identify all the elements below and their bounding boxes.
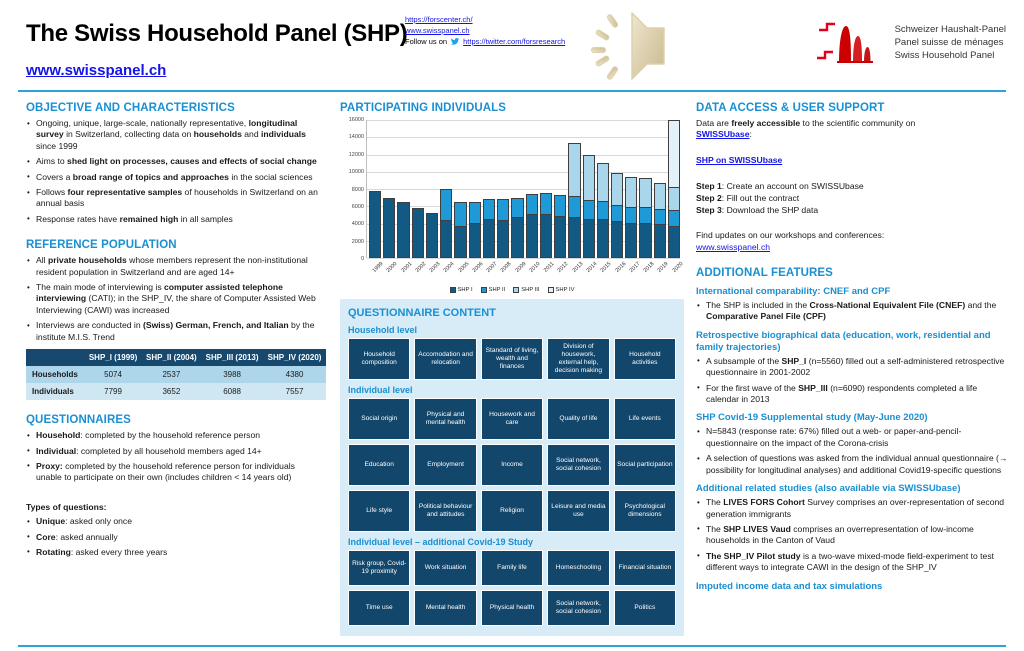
chart-x-tick-label: 2015: [599, 261, 613, 274]
types-of-questions-heading: Types of questions:: [26, 501, 107, 512]
questionnaire-topic-box: Physical health: [481, 590, 543, 626]
list-item: • Household: completed by the household reference person: [26, 430, 322, 441]
chart-bar-segment: [654, 224, 666, 258]
chart-y-tick-label: 16000: [348, 117, 364, 123]
chart-bar-segment: [440, 189, 452, 220]
twitter-link[interactable]: https://twitter.com/forsresearch: [463, 37, 566, 46]
additional-features-heading: ADDITIONAL FEATURES: [696, 267, 833, 280]
chart-bar-segment: [625, 207, 637, 223]
chart-bar-segment: [568, 217, 580, 258]
chart-x-tick-label: 2013: [571, 261, 585, 274]
table-cell: 7557: [263, 383, 326, 400]
questionnaires-list: [26, 430, 322, 484]
list-item: • Individual: completed by all household members aged 14+: [26, 446, 322, 457]
questionnaire-box-row: [348, 550, 676, 586]
chart-legend-label: SHP III: [521, 287, 540, 293]
retrospective-subheading: Retrospective biographical data (education, work, residential and family trajectories): [696, 329, 991, 353]
chart-bar-segment: [426, 213, 438, 258]
chart-legend-item: [513, 287, 539, 293]
chart-bar-segment: [554, 195, 566, 216]
chart-bar: [511, 120, 523, 258]
chart-legend-swatch: [548, 287, 554, 293]
chart-y-tick-label: 14000: [348, 134, 364, 141]
chart-bar-segment: [540, 214, 552, 258]
table-col-header: SHP_IV (2020): [263, 349, 326, 366]
chart-y-tick-label: 4000: [351, 221, 364, 228]
chart-bar-segment: [526, 194, 538, 215]
chart-bar: [383, 120, 395, 258]
chart-y-tick-label: 8000: [351, 186, 364, 193]
questionnaire-topic-box: Housework and care: [481, 398, 543, 440]
chart-bar-segment: [469, 223, 481, 258]
swisspanel-link[interactable]: www.swisspanel.ch: [405, 26, 470, 35]
table-row: [26, 383, 326, 400]
list-item: • Interviews are conducted in (Swiss) German, French, and Italian by the institute M.I.S. Trend: [26, 320, 322, 343]
left-column: [0, 96, 336, 651]
chart-legend-swatch: [481, 287, 487, 293]
list-item: • Covers a broad range of topics and approaches in the social sciences: [26, 172, 322, 183]
chart-x-tick-label: 2008: [499, 261, 513, 274]
poster-header: [0, 0, 1024, 90]
list-item: • Follows four representative samples of households in Switzerland on an annual basis: [26, 187, 322, 210]
questionnaire-box-row: [348, 490, 676, 532]
table-row-label: Individuals: [26, 383, 85, 400]
chart-y-tick-label: 2000: [351, 238, 364, 245]
chart-y-tick-label: 0: [360, 256, 364, 262]
questionnaire-topic-box: Physical and mental health: [414, 398, 476, 440]
questionnaires-heading: QUESTIONNAIRES: [26, 414, 131, 427]
shp-logo-icon: [813, 16, 883, 68]
list-item: • Ongoing, unique, large-scale, nationally representative, longitudinal survey in Switzerland, collecting data on households and individuals since 1999: [26, 118, 322, 152]
sample-sizes-table: [26, 349, 326, 400]
chart-bar-segment: [369, 191, 381, 258]
updates-link[interactable]: www.swisspanel.ch: [696, 241, 771, 252]
twitter-icon: [450, 37, 460, 46]
questionnaire-topic-box: Life style: [348, 490, 410, 532]
questionnaire-topic-box: Family life: [481, 550, 543, 586]
chart-y-tick-label: 12000: [348, 151, 364, 158]
chart-bar-segment: [454, 202, 466, 226]
table-cell: 5074: [85, 366, 142, 383]
chart-bar-segment: [483, 219, 495, 258]
chart-bar: [369, 120, 381, 258]
chart-x-tick-label: 2001: [400, 261, 414, 274]
individual-level-label: Individual level: [348, 385, 413, 395]
chart-x-tick-label: 2011: [543, 261, 556, 274]
data-access-heading: DATA ACCESS & USER SUPPORT: [696, 102, 885, 114]
table-row: [26, 366, 326, 383]
chart-bar: [611, 120, 623, 258]
chart-bar-segment: [654, 183, 666, 210]
chart-x-tick-label: 2017: [628, 261, 642, 274]
chart-bar-segment: [668, 210, 680, 226]
chart-bar: [497, 120, 509, 258]
right-column: [688, 96, 1024, 651]
cnef-cpf-list: [696, 300, 1010, 323]
chart-bar: [526, 120, 538, 258]
chart-bar-segment: [397, 202, 409, 258]
header-links: [405, 14, 565, 47]
list-item: • A selection of questions was asked from the individual annual questionnaire (→ possibility for longitudinal analyses) and additional Covid19-specific questions: [696, 453, 1010, 476]
logo-line-en: Swiss Household Panel: [894, 49, 995, 61]
middle-column: [336, 96, 688, 651]
chart-bars: [369, 120, 680, 258]
list-item: • Unique: asked only once: [26, 516, 322, 527]
chart-bar: [625, 120, 637, 258]
questionnaire-topic-box: Social network, social cohesion: [547, 444, 609, 486]
chart-legend-label: SHP I: [457, 287, 473, 293]
chart-bar-segment: [383, 198, 395, 258]
main-site-link[interactable]: www.swisspanel.ch: [26, 62, 167, 79]
table-cell: 3988: [201, 366, 263, 383]
covid-study-subheading: SHP Covid-19 Supplemental study (May-June 2020): [696, 412, 928, 424]
chart-bar-segment: [611, 173, 623, 205]
household-level-label: Household level: [348, 325, 418, 335]
questionnaire-topic-box: Division of housework, external help, decision making: [547, 338, 609, 380]
chart-bar-segment: [611, 221, 623, 258]
table-cell: 4380: [263, 366, 326, 383]
chart-bar: [583, 120, 595, 258]
chart-legend-swatch: [513, 287, 519, 293]
chart-bar: [440, 120, 452, 258]
chart-bar-segment: [597, 163, 609, 201]
questionnaire-box-row: [348, 444, 676, 486]
chart-legend-label: SHP II: [488, 287, 506, 293]
chart-bar: [469, 120, 481, 258]
chart-title: PARTICIPATING INDIVIDUALS: [340, 102, 507, 114]
chart-bar-segment: [639, 207, 651, 223]
chart-bar-segment: [497, 220, 509, 258]
chart-bar-segment: [511, 217, 523, 258]
objective-list: [26, 118, 322, 225]
page-title: The Swiss Household Panel (SHP): [26, 20, 408, 47]
chart-x-tick-label: 2014: [585, 261, 599, 274]
reference-population-list: [26, 255, 322, 343]
list-item: • For the first wave of the SHP_III (n=6090) respondents completed a life calendar in 2013: [696, 383, 1010, 406]
questionnaire-topic-box: Social participation: [614, 444, 676, 486]
cnef-cpf-subheading: International comparability: CNEF and CPF: [696, 286, 891, 298]
questionnaire-topic-box: Income: [481, 444, 543, 486]
chart-x-tick-label: 2006: [471, 261, 485, 274]
chart-bar: [654, 120, 666, 258]
covid-study-list: [696, 426, 1010, 476]
table-col-header: SHP_I (1999): [85, 349, 142, 366]
chart-bar-segment: [497, 199, 509, 219]
chart-x-axis-labels: [368, 259, 685, 285]
questionnaire-topic-box: Standard of living, wealth and finances: [481, 338, 543, 380]
chart-bar-segment: [412, 208, 424, 258]
chart-bar-segment: [454, 226, 466, 258]
chart-bar-segment: [625, 177, 637, 207]
chart-bar: [412, 120, 424, 258]
step-item: Step 2: Fill out the contract: [696, 193, 800, 204]
questionnaire-topic-box: Leisure and media use: [547, 490, 609, 532]
data-access-steps: [696, 180, 1010, 216]
chart-x-tick-label: 2009: [514, 261, 528, 274]
list-item: • A subsample of the SHP_I (n=5560) filled out a self-administered retrospective questionnaire in 2001-2002: [696, 356, 1010, 379]
chart-bar-segment: [668, 120, 680, 186]
chart-bar-segment: [639, 178, 651, 206]
chart-bar-segment: [583, 155, 595, 200]
chart-x-tick-label: 2007: [485, 261, 499, 274]
questionnaire-topic-box: Social origin: [348, 398, 410, 440]
chart-bar-segment: [625, 223, 637, 258]
list-item: • Proxy: completed by the household reference person for individuals unable to participate on their own (includes children < 14 years old): [26, 461, 322, 484]
chart-y-tick-label: 10000: [348, 169, 364, 176]
chart-x-tick-label: 2016: [614, 261, 628, 274]
table-cell: 6088: [201, 383, 263, 400]
swissubase-link[interactable]: SWISSUbase: [696, 129, 750, 140]
reference-population-heading: REFERENCE POPULATION: [26, 239, 177, 252]
list-item: • All private households whose members represent the non-institutional resident population in Switzerland and are aged 14+: [26, 255, 322, 278]
covid-level-boxes: [348, 550, 676, 626]
table-cell: 7799: [85, 383, 142, 400]
questionnaire-topic-box: Financial situation: [614, 550, 676, 586]
questionnaire-topic-box: Risk group, Covid-19 proximity: [348, 550, 410, 586]
chart-x-tick-label: 2018: [642, 261, 656, 274]
imputed-income-subheading: Imputed income data and tax simulations: [696, 580, 883, 592]
questionnaire-topic-box: Political behaviour and attitudes: [414, 490, 476, 532]
chart-gridline: [360, 256, 680, 262]
chart-bar-segment: [639, 223, 651, 258]
chart-bar-segment: [583, 200, 595, 219]
chart-bar-segment: [597, 219, 609, 258]
chart-bar: [540, 120, 552, 258]
questionnaire-topic-box: Accomodation and relocation: [414, 338, 476, 380]
table-row-label: Households: [26, 366, 85, 383]
swissubase-colon: :: [749, 129, 752, 140]
table-col-header: SHP_II (2004): [142, 349, 202, 366]
list-item: • The main mode of interviewing is computer assisted telephone interviewing (CATI); in the SHP_IV, the share of Computer Assisted Web Interviewing (CAWI) was increased: [26, 282, 322, 316]
table-cell: 3652: [142, 383, 202, 400]
questionnaire-topic-box: Household composition: [348, 338, 410, 380]
chart-bar-segment: [668, 187, 680, 210]
chart-bar-segment: [440, 220, 452, 258]
chart-bar-segment: [554, 216, 566, 258]
types-of-questions-list: [26, 516, 322, 558]
questionnaire-topic-box: Social network, social cohesion: [547, 590, 609, 626]
questionnaire-topic-box: Homeschooling: [547, 550, 609, 586]
chart-bar: [454, 120, 466, 258]
questionnaire-topic-box: Politics: [614, 590, 676, 626]
header-divider: [18, 90, 1006, 92]
chart-legend-item: [481, 287, 506, 293]
chart-x-tick-label: 2010: [528, 261, 542, 274]
chart-legend-item: [450, 287, 473, 293]
chart-bar-segment: [568, 143, 580, 196]
list-item: • The SHP LIVES Vaud comprises an overrepresentation of low-income households in the Canton of Vaud: [696, 524, 1010, 547]
chart-bar: [639, 120, 651, 258]
chart-bar: [568, 120, 580, 258]
chart-plot-area: [348, 117, 680, 262]
chart-bar-segment: [526, 214, 538, 258]
chart-bar: [483, 120, 495, 258]
list-item: • Aims to shed light on processes, causes and effects of social change: [26, 156, 322, 167]
questionnaire-topic-box: Time use: [348, 590, 410, 626]
step-item: Step 1: Create an account on SWISSUbase: [696, 181, 864, 192]
fors-logo: [813, 16, 1006, 68]
chart-y-tick-label: 6000: [351, 203, 364, 210]
chart-x-tick-label: 2020: [671, 261, 685, 274]
chart-bar: [554, 120, 566, 258]
questionnaire-topic-box: Household activities: [614, 338, 676, 380]
chart-bar-segment: [668, 226, 680, 258]
logo-text: [895, 23, 1006, 62]
participating-individuals-chart: [340, 117, 685, 293]
questionnaire-topic-box: Mental health: [414, 590, 476, 626]
chart-bar-segment: [568, 196, 580, 217]
chart-legend-item: [548, 287, 575, 293]
questionnaire-topic-box: Education: [348, 444, 410, 486]
table-corner-cell: [26, 349, 85, 366]
chart-bar: [597, 120, 609, 258]
chart-x-tick-label: 2012: [557, 261, 570, 274]
list-item: • The SHP is included in the Cross-National Equivalent File (CNEF) and the Comparative Panel File (CPF): [696, 300, 1010, 323]
data-access-intro: Data are freely accessible to the scientific community on: [696, 118, 916, 128]
questionnaire-topic-box: Psychological dimensions: [614, 490, 676, 532]
chart-bar-segment: [583, 219, 595, 258]
questionnaire-topic-box: Quality of life: [547, 398, 609, 440]
covid-level-label: Individual level – additional Covid-19 Study: [348, 537, 534, 547]
chart-legend-swatch: [450, 287, 456, 293]
logo-line-de: Schweizer Haushalt-Panel: [894, 23, 1006, 35]
list-item: • Response rates have remained high in all samples: [26, 214, 322, 225]
chart-x-tick-label: 1999: [371, 261, 385, 274]
chart-bar-segment: [511, 198, 523, 218]
retrospective-list: [696, 356, 1010, 406]
list-item: • Rotating: asked every three years: [26, 547, 322, 558]
list-item: • The LIVES FORS Cohort Survey comprises an over-representation of second generation immigrants: [696, 497, 1010, 520]
chart-bar-segment: [611, 205, 623, 222]
chart-x-tick-label: 2003: [428, 261, 442, 274]
step-item: Step 3: Download the SHP data: [696, 205, 819, 216]
chart-bar: [668, 120, 680, 258]
table-header-row: [26, 349, 326, 366]
chart-bar-segment: [540, 193, 552, 214]
questionnaire-content-heading: QUESTIONNAIRE CONTENT: [348, 307, 496, 319]
related-studies-subheading: Additional related studies (also available via SWISSUbase): [696, 483, 961, 495]
questionnaire-box-row: [348, 590, 676, 626]
chart-x-tick-label: 2004: [442, 261, 456, 274]
list-item: • Core: asked annually: [26, 532, 322, 543]
chart-bar: [397, 120, 409, 258]
questionnaire-topic-box: Religion: [481, 490, 543, 532]
questionnaire-topic-box: Work situation: [414, 550, 476, 586]
questionnaire-topic-box: Life events: [614, 398, 676, 440]
list-item: • The SHP_IV Pilot study is a two-wave mixed-mode field-experiment to test different ways to integrate CAWI in the design of the SHP_IV: [696, 551, 1010, 574]
chart-bar: [426, 120, 438, 258]
chart-bar-segment: [483, 199, 495, 218]
megaphone-icon: [585, 8, 685, 84]
shp-on-swissubase-link[interactable]: SHP on SWISSUbase: [696, 154, 783, 165]
table-col-header: SHP_III (2013): [201, 349, 263, 366]
chart-x-tick-label: 2000: [385, 261, 399, 274]
chart-legend-label: SHP IV: [555, 287, 575, 293]
chart-bar-segment: [469, 202, 481, 223]
questionnaire-topic-box: Employment: [414, 444, 476, 486]
chart-bar-segment: [654, 209, 666, 224]
objective-heading: OBJECTIVE AND CHARACTERISTICS: [26, 102, 235, 114]
logo-line-fr: Panel suisse de ménages: [894, 36, 1004, 48]
chart-bar-segment: [597, 201, 609, 219]
chart-legend: [340, 287, 684, 293]
related-studies-list: [696, 497, 1010, 573]
chart-x-tick-label: 2005: [457, 261, 471, 274]
forscenter-link[interactable]: https://forscenter.ch/: [405, 15, 473, 24]
updates-text: Find updates on our workshops and conferences:: [696, 230, 885, 241]
footer-divider: [18, 645, 1006, 647]
list-item: • N=5843 (response rate: 67%) filled out a web- or paper-and-pencil-questionnaire on the impact of the Corona-crisis: [696, 426, 1010, 449]
chart-x-tick-label: 2002: [414, 261, 428, 274]
questionnaire-box-row: [348, 398, 676, 440]
follow-label: Follow us on: [405, 37, 448, 46]
chart-x-tick-label: 2019: [656, 261, 670, 274]
individual-level-boxes: [348, 398, 676, 532]
questionnaire-content-panel: [340, 299, 684, 636]
household-level-boxes: [348, 338, 676, 380]
table-cell: 2537: [142, 366, 202, 383]
